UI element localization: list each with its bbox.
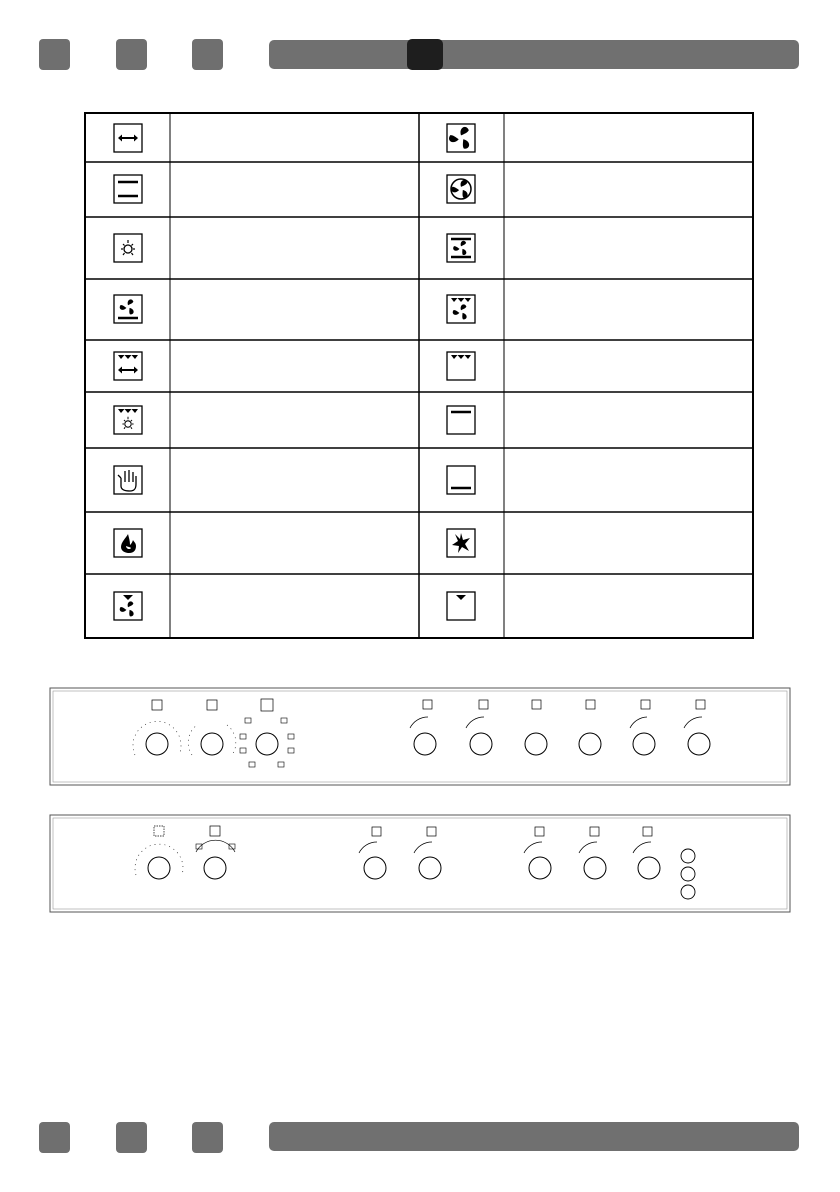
- footer-bar: [269, 1122, 799, 1151]
- bottom-burner-knob-3[interactable]: [524, 827, 551, 879]
- bottom-timer-knob[interactable]: [135, 826, 183, 879]
- footer-square-3: [192, 1122, 223, 1153]
- indicator-button-3[interactable]: [681, 885, 695, 899]
- indicator-button-2[interactable]: [681, 867, 695, 881]
- bottom-burner-knob-2[interactable]: [414, 827, 441, 879]
- footer-square-1: [39, 1122, 70, 1153]
- bottom-burner-knob-5[interactable]: [633, 827, 660, 879]
- bottom-function-knob[interactable]: [196, 826, 235, 879]
- bottom-burner-knob-1[interactable]: [359, 827, 386, 879]
- footer-square-2: [116, 1122, 147, 1153]
- bottom-burner-knob-4[interactable]: [579, 827, 606, 879]
- indicator-button-1[interactable]: [681, 849, 695, 863]
